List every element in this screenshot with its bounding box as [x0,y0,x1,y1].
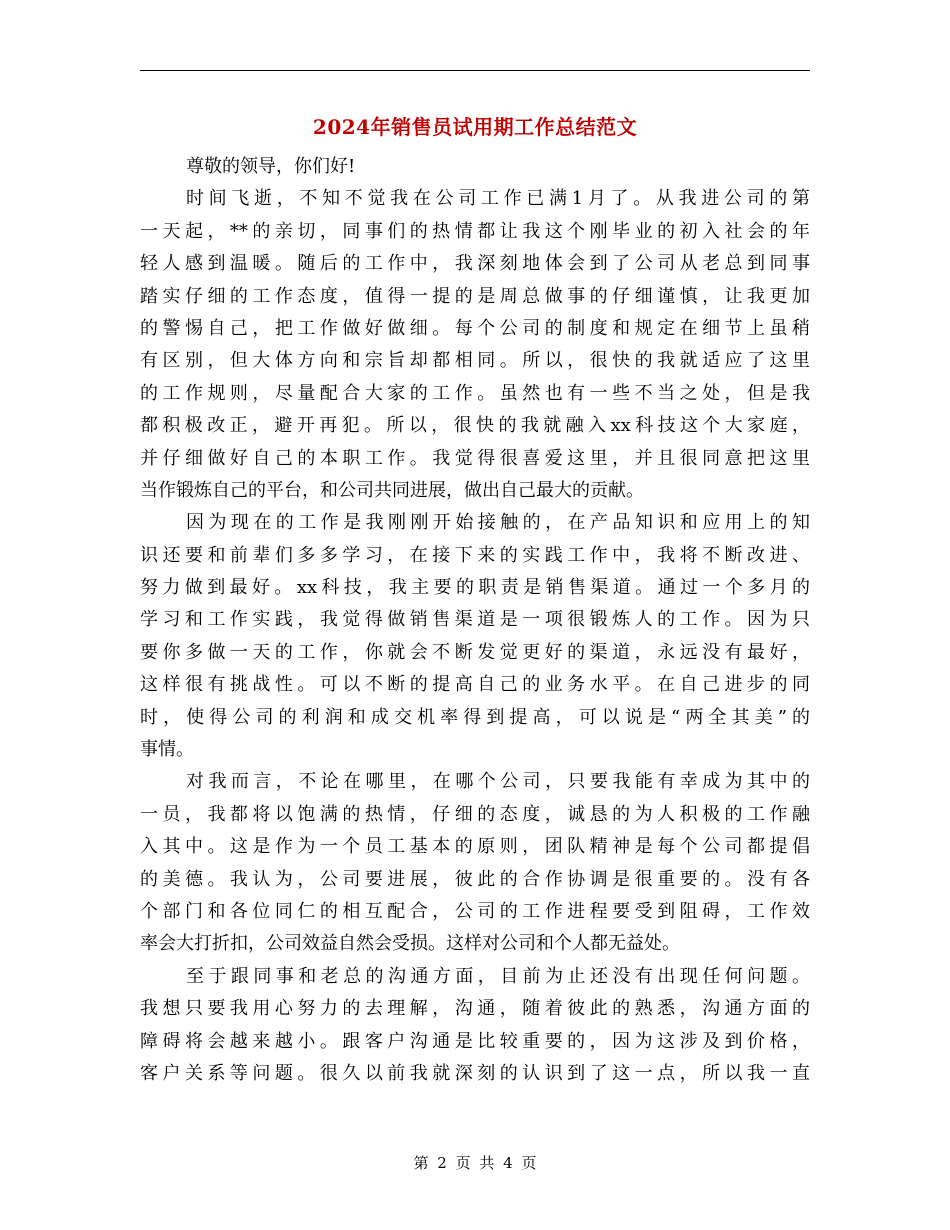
body-line: 当作锻炼自己的平台，和公司共同进展，做出自己最大的贡献。 [140,479,644,501]
header-rule [140,70,810,71]
body-line: 努力做到最好。xx科技，我主要的职责是销售渠道。通过一个多月的 [140,577,810,599]
body-line: 并仔细做好自己的本职工作。我觉得很喜爱这里，并且很同意把这里 [140,447,810,469]
body-line: 轻人感到温暖。随后的工作中，我深刻地体会到了公司从老总到同事 [140,253,810,275]
body-line: 都积极改正，避开再犯。所以，很快的我就融入xx科技这个大家庭， [140,415,810,437]
body-line: 入其中。这是作为一个员工基本的原则，团队精神是每个公司都提倡 [140,836,810,858]
body-line: 事情。 [140,739,194,761]
body-line: 要你多做一天的工作，你就会不断发觉更好的渠道，永远没有最好， [140,641,810,663]
body-line: 一天起，**的亲切，同事们的热情都让我这个刚毕业的初入社会的年 [140,220,810,242]
body-line: 对我而言，不论在哪里，在哪个公司，只要我能有幸成为其中的 [186,771,810,793]
body-line: 率会大打折扣，公司效益自然会受损。这样对公司和个人都无益处。 [140,933,680,955]
body-line: 这样很有挑战性。可以不断的提高自己的业务水平。在自己进步的同 [140,674,810,696]
body-line: 个部门和各位同仁的相互配合，公司的工作进程要受到阻碍，工作效 [140,900,810,922]
body-line: 时间飞逝，不知不觉我在公司工作已满1月了。从我进公司的第 [186,188,810,210]
body-line: 障碍将会越来越小。跟客户沟通是比较重要的，因为这涉及到价格， [140,1030,810,1052]
body-line: 至于跟同事和老总的沟通方面，目前为止还没有出现任何问题。 [186,965,810,987]
body-line: 因为现在的工作是我刚刚开始接触的，在产品知识和应用上的知 [186,512,810,534]
body-line: 一员，我都将以饱满的热情，仔细的态度，诚恳的为人积极的工作融 [140,803,810,825]
body-line: 的警惕自己，把工作做好做细。每个公司的制度和规定在细节上虽稍 [140,317,810,339]
body-line: 的工作规则，尽量配合大家的工作。虽然也有一些不当之处，但是我 [140,382,810,404]
body-line: 识还要和前辈们多多学习，在接下来的实践工作中，我将不断改进、 [140,544,810,566]
body-line: 的美德。我认为，公司要进展，彼此的合作协调是很重要的。没有各 [140,868,810,890]
page-number-footer: 第 2 页 共 4 页 [413,1154,537,1172]
body-line: 时，使得公司的利润和成交机率得到提高，可以说是“两全其美”的 [140,706,810,728]
document-title: 2024年销售员试用期工作总结范文 [312,115,638,139]
body-line: 客户关系等问题。很久以前我就深刻的认识到了这一点，所以我一直 [140,1062,810,1084]
body-line: 尊敬的领导，你们好! [186,156,356,177]
body-line: 有区别，但大体方向和宗旨却都相同。所以，很快的我就适应了这里 [140,350,810,372]
body-line: 学习和工作实践，我觉得做销售渠道是一项很锻炼人的工作。因为只 [140,609,810,631]
body-line: 踏实仔细的工作态度，值得一提的是周总做事的仔细谨慎，让我更加 [140,285,810,307]
document-body [140,151,810,1090]
body-line: 我想只要我用心努力的去理解，沟通，随着彼此的熟悉，沟通方面的 [140,998,810,1020]
